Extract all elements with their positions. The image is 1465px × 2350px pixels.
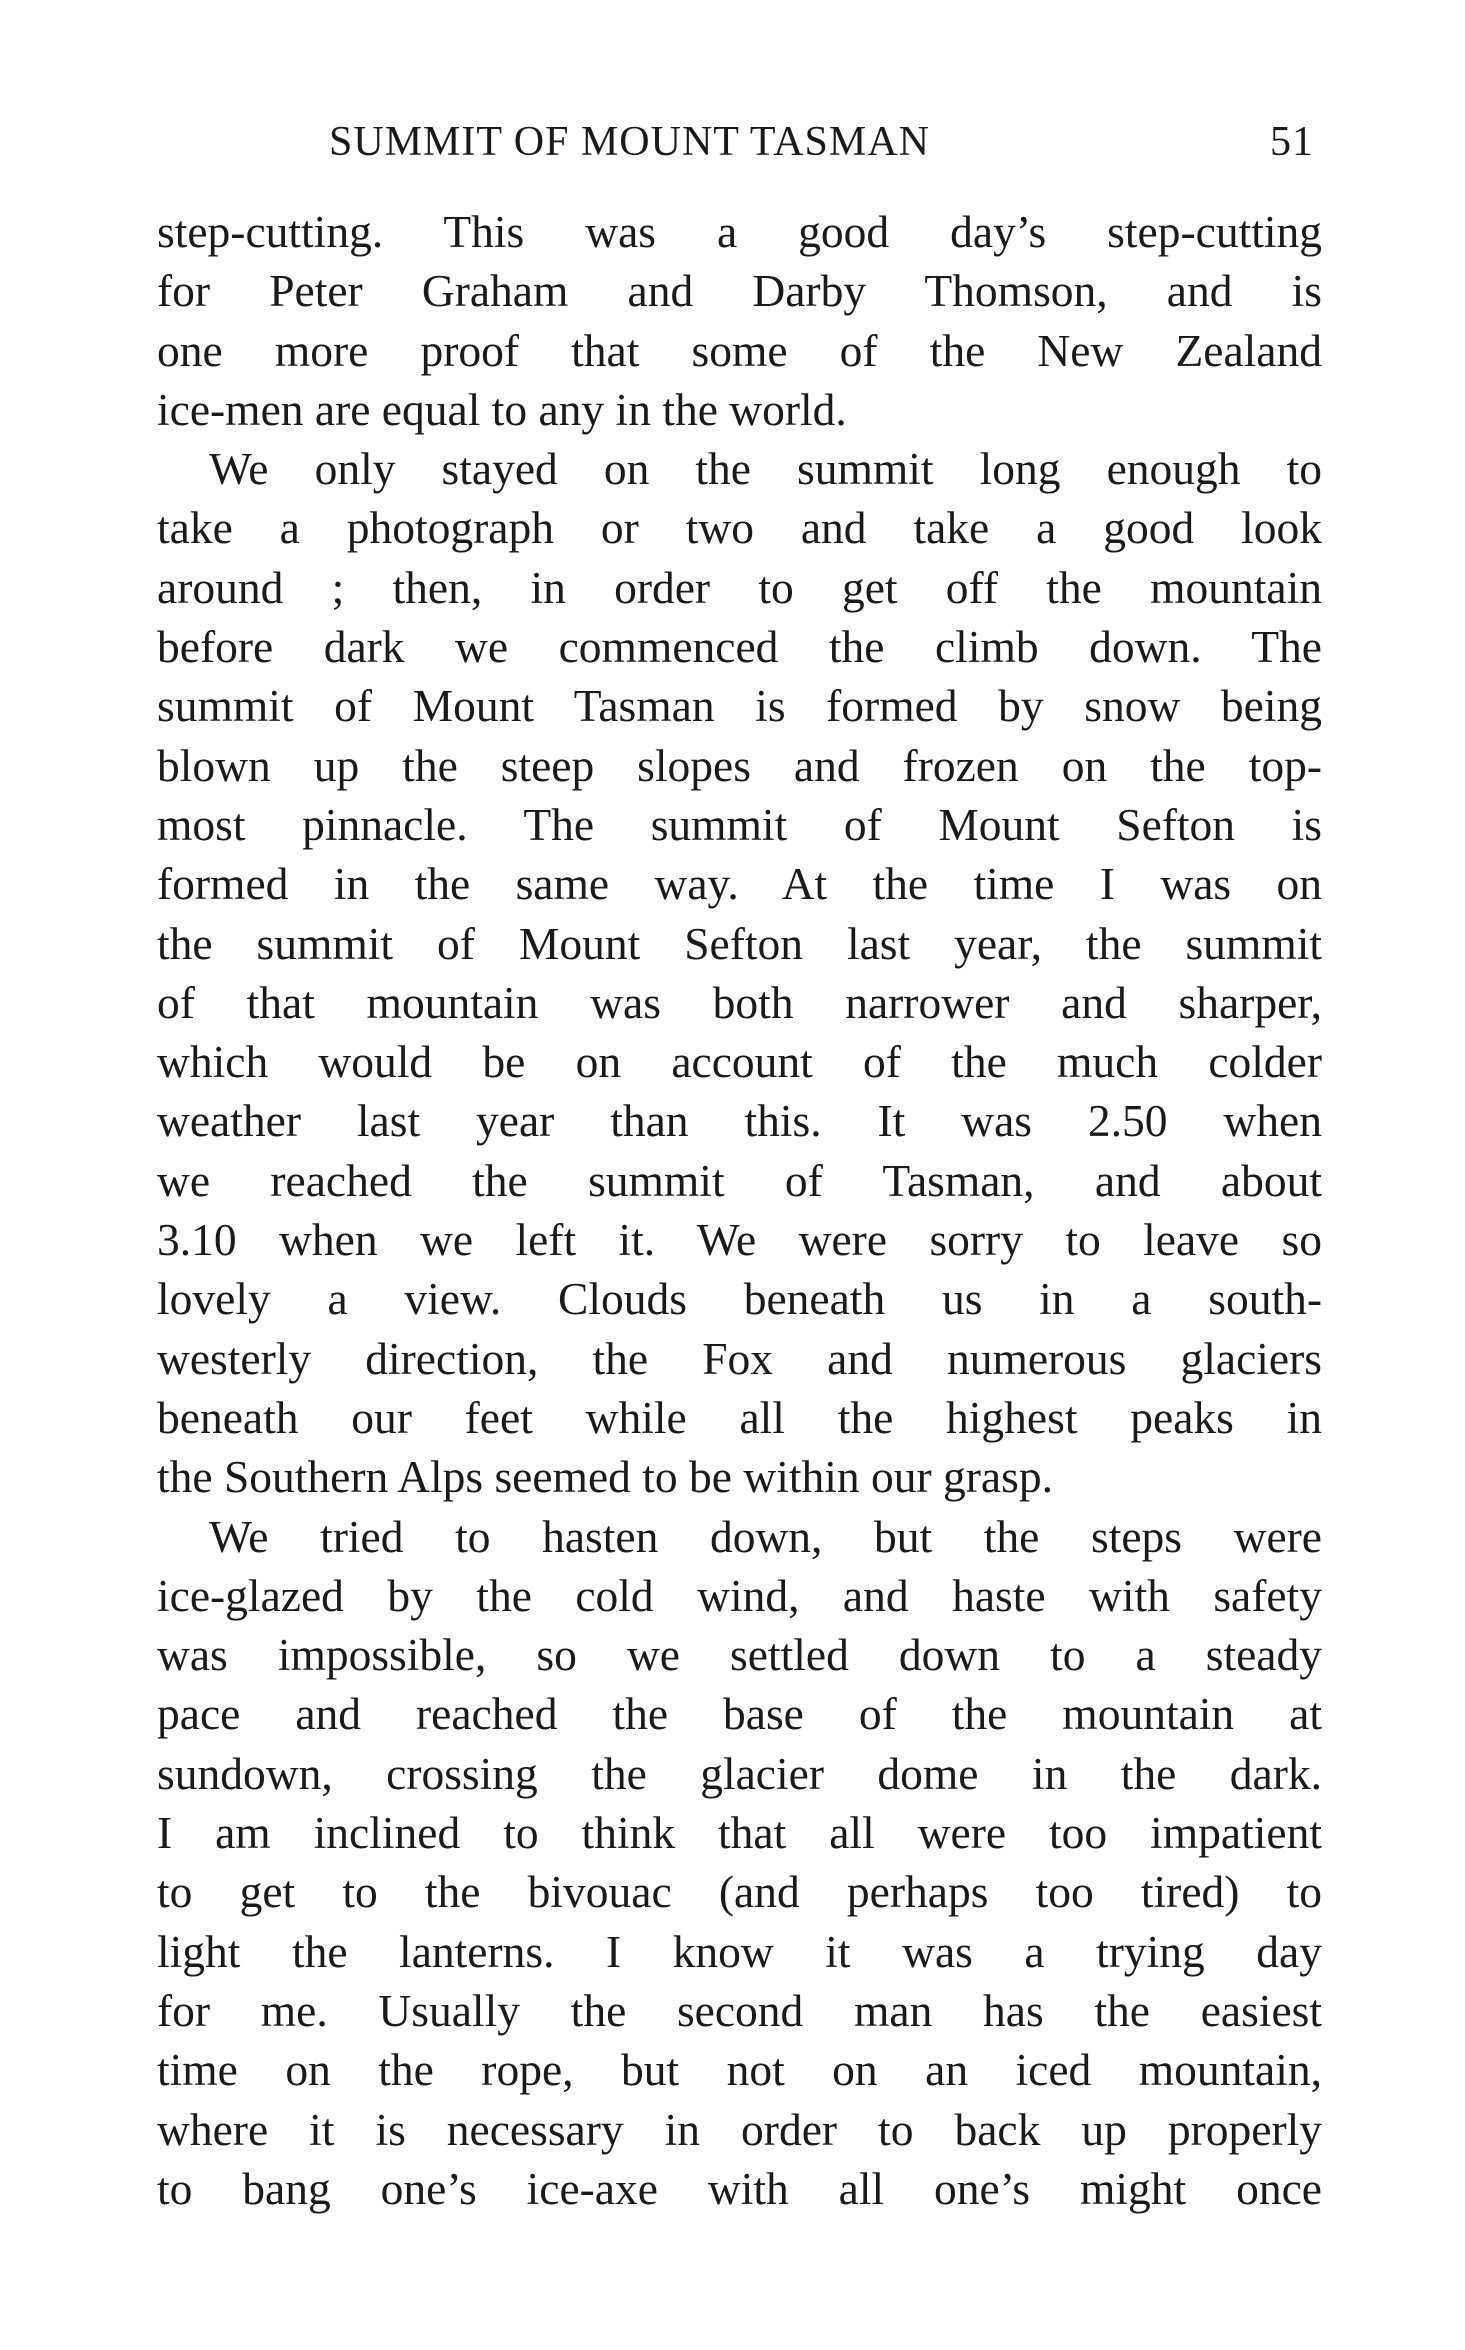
text-line: weather last year than this. It was 2.50 when (157, 1095, 1322, 1147)
text-line: one more proof that some of the New Zealand (157, 324, 1322, 376)
text-line: summit of Mount Tasman is formed by snow being (157, 680, 1322, 732)
text-line: step-cutting. This was a good day’s step-cutting (157, 206, 1322, 257)
text-line: time on the rope, but not on an iced mountain, (157, 2044, 1322, 2096)
text-line: we reached the summit of Tasman, and about (157, 1154, 1322, 1206)
text-line: I am inclined to think that all were too impatient (157, 1807, 1322, 1859)
text-line: sundown, crossing the glacier dome in the dark. (157, 1747, 1322, 1799)
text-line: take a photograph or two and take a good look (157, 502, 1322, 554)
text-line: which would be on account of the much colder (157, 1036, 1322, 1088)
book-page (157, 118, 1322, 2218)
text-line: blown up the steep slopes and frozen on the top- (157, 739, 1322, 791)
text-line: the summit of Mount Sefton last year, the summit (157, 917, 1322, 969)
text-line: the Southern Alps seemed to be within our grasp. (157, 1451, 1053, 1503)
text-line: ice-glazed by the cold wind, and haste with safety (157, 1569, 1322, 1621)
text-line: 3.10 when we left it. We were sorry to leave so (157, 1214, 1322, 1266)
text-line: We only stayed on the summit long enough to (209, 443, 1322, 495)
text-line: was impossible, so we settled down to a steady (157, 1629, 1322, 1681)
body-text (157, 202, 1322, 2218)
text-line: where it is necessary in order to back up properly (157, 2103, 1322, 2155)
text-line: for me. Usually the second man has the easiest (157, 1984, 1322, 2036)
text-line: around ; then, in order to get off the mountain (157, 561, 1322, 613)
text-line: most pinnacle. The summit of Mount Sefton is (157, 798, 1322, 850)
text-line: to get to the bivouac (and perhaps too tired) to (157, 1866, 1322, 1918)
text-line: beneath our feet while all the highest peaks in (157, 1391, 1322, 1443)
text-line: We tried to hasten down, but the steps were (209, 1510, 1322, 1562)
text-line: of that mountain was both narrower and sharper, (157, 976, 1322, 1028)
paragraph-1 (157, 202, 1322, 439)
running-title: SUMMIT OF MOUNT TASMAN (329, 119, 930, 165)
text-line: ice-men are equal to any in the world. (157, 383, 847, 435)
paragraph-2 (157, 439, 1322, 1506)
page-number: 51 (1270, 119, 1314, 165)
text-line: before dark we commenced the climb down. The (157, 621, 1322, 673)
text-line: light the lanterns. I know it was a trying day (157, 1925, 1322, 1977)
text-line: westerly direction, the Fox and numerous glaciers (157, 1332, 1322, 1384)
paragraph-3 (157, 1507, 1322, 2219)
text-line: to bang one’s ice-axe with all one’s might once (157, 2162, 1322, 2214)
text-line: lovely a view. Clouds beneath us in a south- (157, 1273, 1322, 1325)
text-line: pace and reached the base of the mountain at (157, 1688, 1322, 1740)
text-line: for Peter Graham and Darby Thomson, and is (157, 265, 1322, 317)
text-line: formed in the same way. At the time I was on (157, 858, 1322, 910)
running-head (157, 118, 1322, 182)
